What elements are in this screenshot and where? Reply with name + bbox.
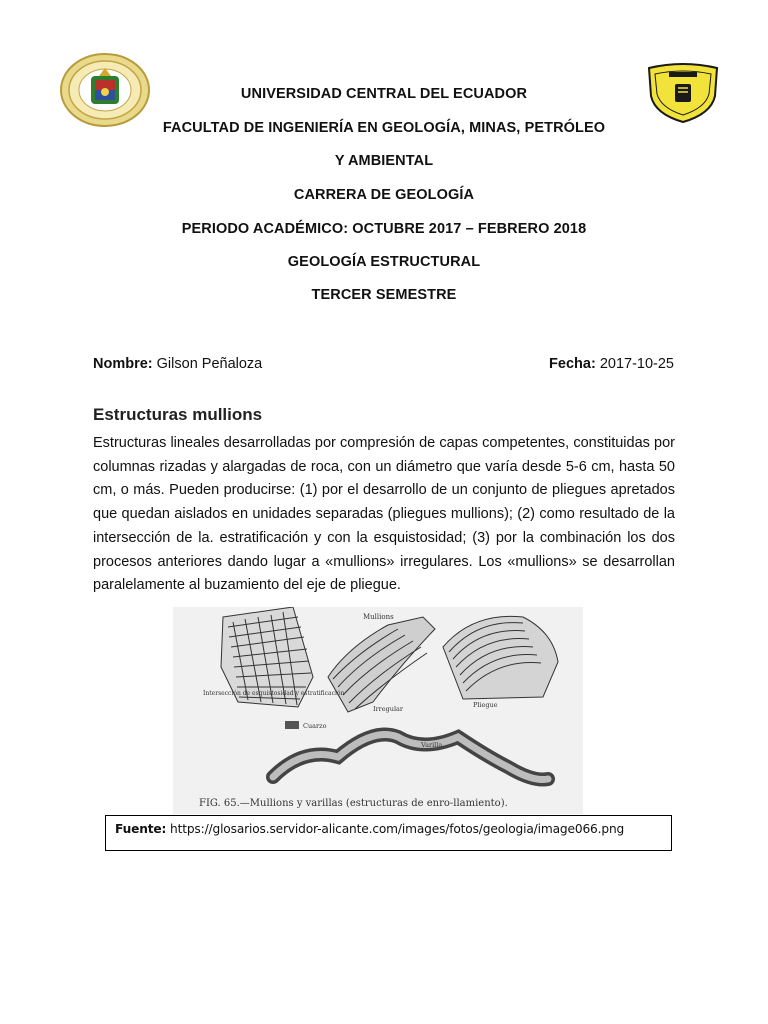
mullions-illustration (173, 607, 583, 814)
label-top: Mullions (363, 613, 394, 621)
date-value: 2017-10-25 (599, 356, 674, 372)
figure-caption: FIG. 65.—Mullions y varillas (estructuras de enro-llamiento). (199, 798, 508, 809)
university-name: UNIVERSIDAD CENTRAL DEL ECUADOR (240, 86, 528, 102)
career-name: CARRERA DE GEOLOGÍA (293, 187, 475, 203)
student-name (93, 356, 262, 372)
faculty-name-line2: Y AMBIENTAL (334, 153, 434, 169)
source-text (115, 822, 624, 836)
source-box (105, 815, 672, 851)
semester: TERCER SEMESTRE (311, 287, 457, 303)
mullion-irregular-drawing (328, 617, 435, 712)
section-title: Estructuras mullions (93, 405, 263, 424)
date-label: Fecha: (549, 356, 596, 372)
name-value: Gilson Peñaloza (156, 356, 263, 372)
academic-period: PERIODO ACADÉMICO: OCTUBRE 2017 – FEBRERO 2018 (181, 221, 587, 237)
name-label: Nombre: (93, 356, 153, 372)
mullions-figure (173, 607, 583, 814)
body-paragraph: Estructuras lineales desarrolladas por compresión de capas competentes, constituidas por columnas rizadas y alargadas de roca, con un diámetro que varía desde 5-6 cm, hasta 50 cm, o más. Pueden producirse: (1) por el desarrollo de un conjunto de pliegues apretados que quedan aislados en unidades separadas (pliegues mullions); (2) como resultado de la intersección de la. estratificación y con la esquistosidad; (3) por la combinación los dos procesos anteriores dando lugar a «mullions» irregulares. Los «mullions» se desarrollan paralelamente al buzamiento del eje de pliegue. (93, 435, 675, 594)
faculty-name-line1: FACULTAD DE INGENIERÍA EN GEOLOGÍA, MINAS, PETRÓLEO (162, 120, 606, 136)
label-quartz: Cuarzo (303, 722, 327, 730)
label-rod: Varilla (421, 741, 443, 749)
mullion-fold-drawing (443, 616, 558, 699)
label-left: Intersección de esquistosidad y estratificación (203, 690, 345, 697)
label-middle: Irregular (373, 705, 404, 713)
source-label: Fuente: (115, 822, 167, 836)
document-date (549, 356, 674, 372)
label-right: Pliegue (473, 701, 498, 709)
source-url[interactable]: https://glosarios.servidor-alicante.com/images/fotos/geologia/image066.png (170, 822, 625, 836)
subject-name: GEOLOGÍA ESTRUCTURAL (287, 254, 481, 270)
